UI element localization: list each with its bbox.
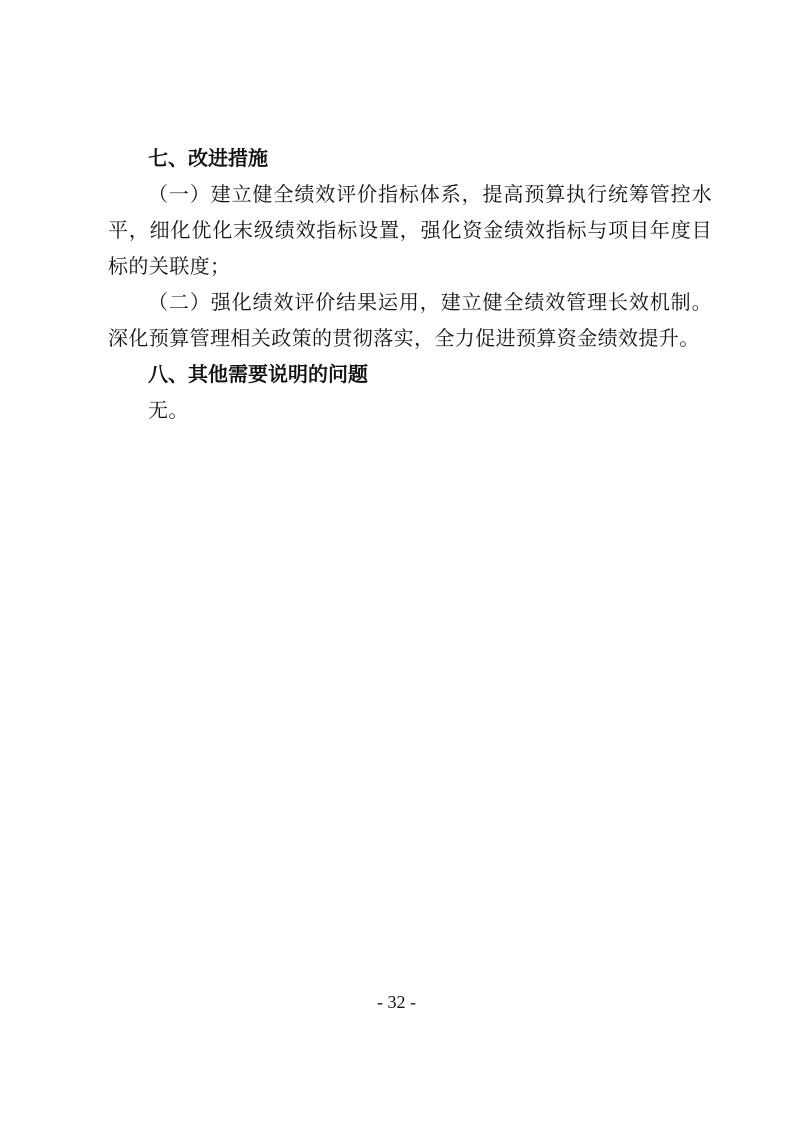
paragraph-improvement-1: （一）建立健全绩效评价指标体系，提高预算执行统筹管控水平，细化优化末级绩效指标设置，强化资金绩效指标与项目年度目标的关联度； (108, 182, 712, 278)
paragraph-other-issues: 无。 (148, 398, 189, 422)
section-heading-other-issues: 八、其他需要说明的问题 (148, 362, 368, 386)
document-body (108, 140, 712, 428)
paragraph-improvement-2: （二）强化绩效评价结果运用，建立健全绩效管理长效机制。深化预算管理相关政策的贯彻落实，全力促进预算资金绩效提升。 (108, 290, 712, 350)
page-number: - 32 - (377, 992, 416, 1012)
section-heading-improvement-measures: 七、改进措施 (148, 146, 268, 170)
